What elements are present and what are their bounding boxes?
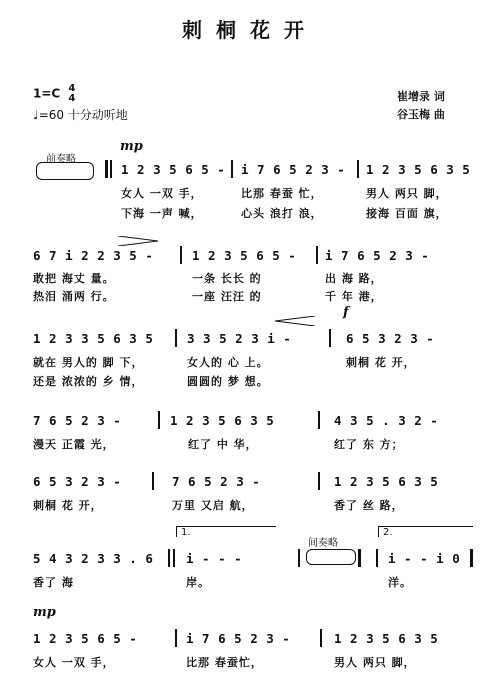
lyrics-verse1: 一条 长长 的 xyxy=(192,272,262,285)
measure-notes: 1 2 3 5 6 5 - xyxy=(192,248,297,263)
crescendo-mark xyxy=(275,316,315,326)
final-barline xyxy=(470,549,473,567)
lyrics-verse1: 红了 东 方； xyxy=(334,438,404,451)
repeat-barline-thin xyxy=(110,160,112,178)
barline xyxy=(329,329,331,347)
lyrics-verse1: 万里 又启 航， xyxy=(172,499,254,512)
barline xyxy=(175,629,177,647)
lyrics-verse1: 男人 两只 脚， xyxy=(334,656,416,669)
measure-notes: i 7 6 5 2 3 - xyxy=(186,631,291,646)
first-ending-label: 1. xyxy=(181,527,191,538)
lyrics-verse1: 女人 一双 手， xyxy=(121,187,203,200)
lyrics-verse1: 出 海 路， xyxy=(325,272,383,285)
interlude-label: 间奏略 xyxy=(308,538,338,549)
lyrics-verse1: 岸。 xyxy=(186,576,210,589)
lyrics-verse1: 洋。 xyxy=(388,576,412,589)
measure-notes: 6 7 i 2 2 3 5 - xyxy=(33,248,154,263)
lyrics-verse2: 还是 浓浓的 乡 情， xyxy=(33,375,144,388)
measure-notes: 4 3 5 . 3 2 - xyxy=(334,413,439,428)
time-signature-top: 4 xyxy=(68,83,76,94)
song-title: 刺桐花开 xyxy=(182,18,318,42)
measure-notes: 1 2 3 5 6 5 - xyxy=(33,631,138,646)
measure-notes: i 7 6 5 2 3 - xyxy=(325,248,430,263)
time-signature xyxy=(68,84,75,104)
barline xyxy=(173,549,175,567)
measure-notes: 7 6 5 2 3 - xyxy=(33,413,122,428)
dynamic-mp-2: mp xyxy=(33,605,56,620)
lyrics-verse2: 圆圆的 梦 想。 xyxy=(187,375,269,388)
key-signature xyxy=(33,84,75,104)
measure-notes: 7 6 5 2 3 - xyxy=(172,474,261,489)
lyrics-verse1: 刺桐 花 开， xyxy=(33,499,103,512)
lyrics-verse1: 红了 中 华， xyxy=(188,438,258,451)
barline xyxy=(175,329,177,347)
barline xyxy=(316,246,318,264)
repeat-end-barline xyxy=(358,549,361,567)
repeat-barline xyxy=(105,160,108,178)
measure-notes: i - - - xyxy=(186,551,243,566)
measure-notes: 1 2 3 5 6 5 - xyxy=(121,162,226,177)
lyrics-verse2: 热泪 涌两 行。 xyxy=(33,290,115,303)
lyrics-verse1: 香了 丝 路， xyxy=(334,499,404,512)
barline xyxy=(357,160,359,178)
decrescendo-mark xyxy=(118,236,158,246)
lyrics-verse1: 香了 海 xyxy=(33,576,74,589)
measure-notes: 5 4 3 2 3 3 . 6 xyxy=(33,551,154,566)
dynamic-mp-1: mp xyxy=(120,139,143,154)
time-signature-bottom: 4 xyxy=(68,93,76,104)
lyricist-credit: 崔增录 词 xyxy=(397,90,445,103)
measure-notes: 1 2 3 5 6 3 5 xyxy=(366,162,471,177)
measure-notes: 6 5 3 2 3 - xyxy=(33,474,122,489)
measure-notes: 6 5 3 2 3 - xyxy=(346,331,435,346)
lyrics-verse2: 一座 汪汪 的 xyxy=(192,290,262,303)
second-ending-bracket xyxy=(378,526,473,537)
interlude-box xyxy=(306,549,356,565)
measure-notes: i 7 6 5 2 3 - xyxy=(241,162,346,177)
measure-notes: 1 2 3 5 6 3 5 xyxy=(334,631,439,646)
key-label: 1=C xyxy=(33,86,61,101)
barline xyxy=(320,629,322,647)
lyrics-verse2: 心头 浪打 浪， xyxy=(241,207,323,220)
barline xyxy=(298,549,300,567)
lyrics-verse1: 刺桐 花 开， xyxy=(346,356,416,369)
lyrics-verse1: 比那 春蚕 忙， xyxy=(241,187,323,200)
barline xyxy=(180,246,182,264)
first-ending-bracket xyxy=(176,526,276,537)
dynamic-f: f xyxy=(343,305,349,320)
composer-credit: 谷玉梅 曲 xyxy=(397,108,445,121)
lyrics-verse1: 漫天 正霞 光， xyxy=(33,438,115,451)
lyrics-verse1: 敢把 海丈 量。 xyxy=(33,272,115,285)
lyrics-verse1: 女人的 心 上。 xyxy=(187,356,269,369)
measure-notes: 1 2 3 3 5 6 3 5 xyxy=(33,331,154,346)
barline xyxy=(158,411,160,429)
barline xyxy=(376,549,378,567)
barline xyxy=(318,411,320,429)
prelude-label: 前奏略 xyxy=(46,154,76,165)
barline xyxy=(168,549,170,567)
prelude-box xyxy=(36,162,94,180)
lyrics-verse2: 下海 一声 喊， xyxy=(121,207,203,220)
lyrics-verse1: 比那 春蚕忙， xyxy=(186,656,263,669)
lyrics-verse1: 就在 男人的 脚 下， xyxy=(33,356,144,369)
measure-notes: 1 2 3 5 6 3 5 xyxy=(170,413,275,428)
lyrics-verse2: 千 年 港， xyxy=(325,290,383,303)
measure-notes: 3 3 5 2 3 i - xyxy=(187,331,292,346)
lyrics-verse2: 接海 百面 旗， xyxy=(366,207,448,220)
barline xyxy=(231,160,233,178)
second-ending-label: 2. xyxy=(383,527,393,538)
barline xyxy=(152,472,154,490)
lyrics-verse1: 男人 两只 脚， xyxy=(366,187,448,200)
measure-notes: i - - i 0 xyxy=(388,551,461,566)
measure-notes: 1 2 3 5 6 3 5 xyxy=(334,474,439,489)
barline xyxy=(318,472,320,490)
lyrics-verse1: 女人 一双 手， xyxy=(33,656,115,669)
tempo-marking: ♩=60 十分动听地 xyxy=(33,108,128,122)
